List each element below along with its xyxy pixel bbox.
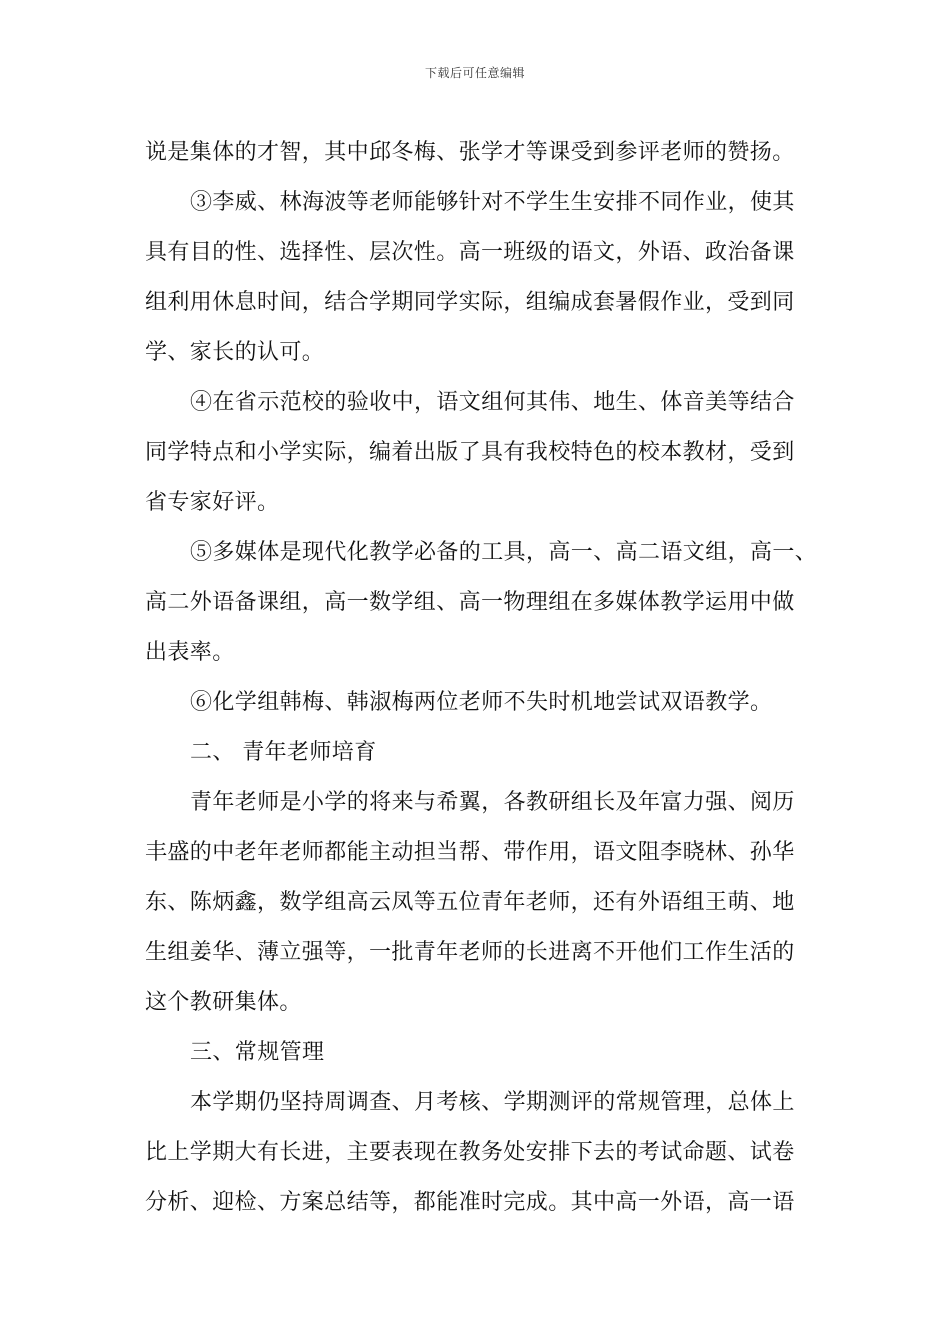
text-line: 这个教研集体。 [145, 990, 302, 1015]
page-header: 下载后可任意编辑 [424, 66, 525, 80]
text-line: 分析、迎检、方案总结等，都能准时完成。其中高一外语，高一语 [145, 1190, 795, 1215]
text-line: 东、陈炳鑫，数学组高云凤等五位青年老师，还有外语组王萌、地 [145, 890, 795, 915]
text-line: 比上学期大有长进，主要表现在教务处安排下去的考试命题、试卷 [145, 1140, 795, 1165]
text-line: 学、家长的认可。 [145, 340, 325, 365]
text-line: 说是集体的才智，其中邱冬梅、张学才等课受到参评老师的赞扬。 [145, 140, 795, 165]
text-line: 三、常规管理 [190, 1040, 325, 1065]
text-line: 二、 青年老师培育 [190, 740, 377, 765]
text-line: 本学期仍坚持周调查、月考核、学期测评的常规管理，总体上 [190, 1090, 795, 1115]
text-line: 丰盛的中老年老师都能主动担当帮、带作用，语文阻李晓林、孙华 [145, 840, 795, 865]
text-line: 生组姜华、薄立强等，一批青年老师的长进离不开他们工作生活的 [145, 940, 795, 965]
text-line: ⑥化学组韩梅、韩淑梅两位老师不失时机地尝试双语教学。 [190, 690, 773, 715]
text-line: 出表率。 [145, 640, 235, 665]
text-line: 同学特点和小学实际，编着出版了具有我校特色的校本教材，受到 [145, 440, 795, 465]
text-line: 省专家好评。 [145, 490, 280, 515]
text-line: 高二外语备课组，高一数学组、高一物理组在多媒体教学运用中做 [145, 590, 795, 615]
text-line: 具有目的性、选择性、层次性。高一班级的语文，外语、政治备课 [145, 240, 795, 265]
text-line: ③李威、林海波等老师能够针对不学生生安排不同作业，使其 [190, 190, 795, 215]
text-line: ④在省示范校的验收中，语文组何其伟、地生、体音美等结合 [190, 390, 795, 415]
text-line: 组利用休息时间，结合学期同学实际，组编成套暑假作业，受到同 [145, 290, 795, 315]
document-body [145, 128, 818, 1228]
text-line: 青年老师是小学的将来与希翼，各教研组长及年富力强、阅历 [190, 790, 795, 815]
text-line: ⑤多媒体是现代化教学必备的工具，高一、高二语文组，高一、 [190, 540, 818, 565]
